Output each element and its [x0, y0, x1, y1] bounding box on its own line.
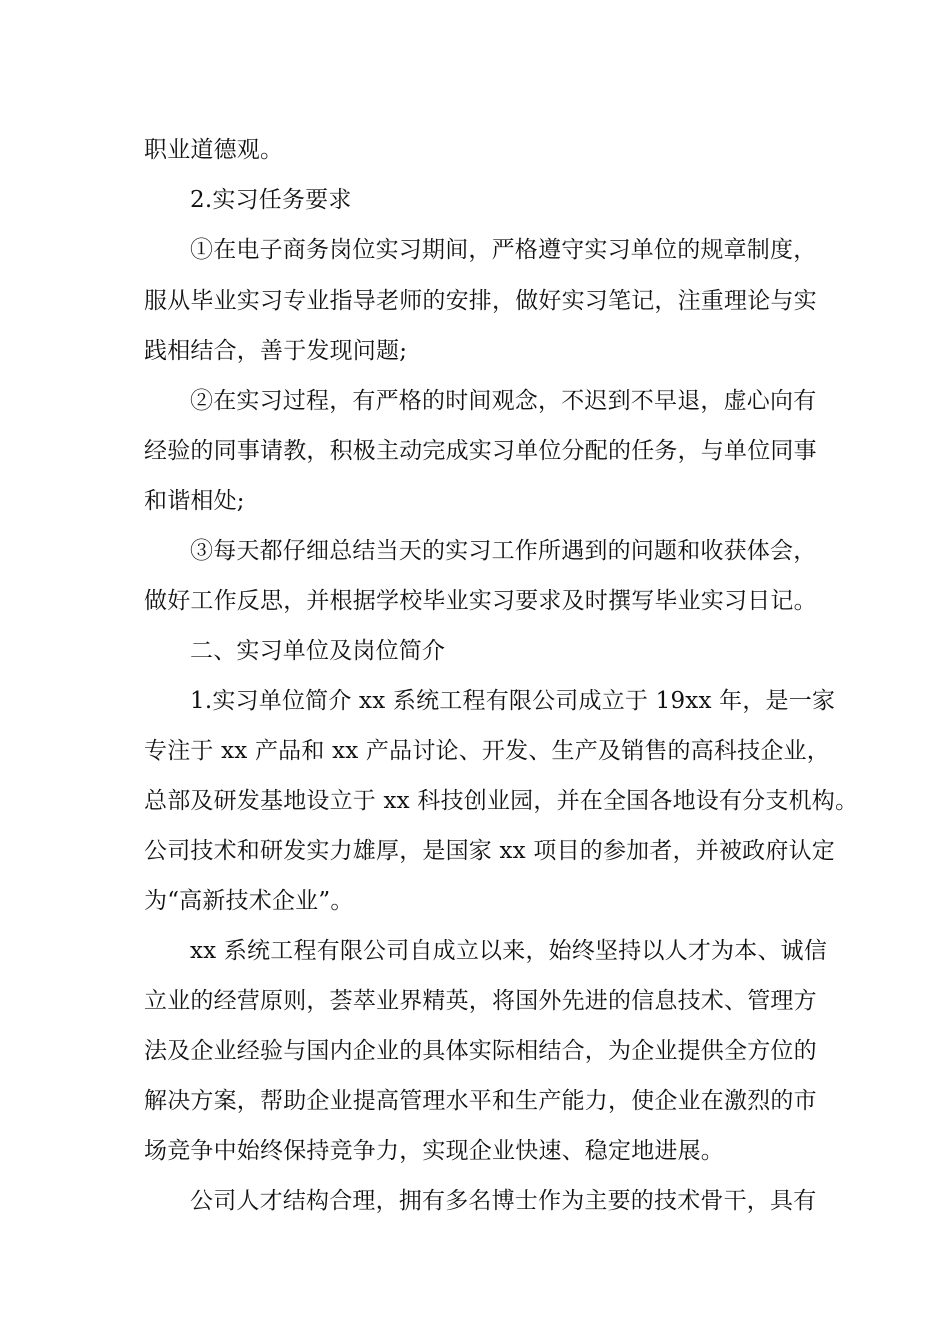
text-line: 立业的经营原则，荟萃业界精英，将国外先进的信息技术、管理方 — [144, 988, 817, 1014]
text-line: 解决方案，帮助企业提高管理水平和生产能力，使企业在激烈的市 — [144, 1088, 817, 1114]
section-heading: 二、实习单位及岗位简介 — [190, 638, 446, 664]
text-line: 服从毕业实习专业指导老师的安排，做好实习笔记，注重理论与实 — [144, 288, 817, 314]
text-line: 和谐相处; — [144, 488, 245, 514]
text-line: 场竞争中始终保持竞争力，实现企业快速、稳定地进展。 — [144, 1138, 724, 1164]
text-line: xx 系统工程有限公司自成立以来，始终坚持以人才为本、诚信 — [190, 938, 828, 964]
text-line: ③每天都仔细总结当天的实习工作所遇到的问题和收获体会， — [190, 538, 817, 564]
text-line: 职业道德观。 — [144, 137, 284, 163]
text-line: 践相结合，善于发现问题; — [144, 338, 408, 364]
text-line: 总部及研发基地设立于 xx 科技创业园，并在全国各地设有分支机构。 — [144, 788, 859, 814]
text-line: 1.实习单位简介 xx 系统工程有限公司成立于 19xx 年，是一家 — [190, 688, 836, 714]
text-line: 专注于 xx 产品和 xx 产品讨论、开发、生产及销售的高科技企业， — [144, 738, 830, 764]
text-line: ①在电子商务岗位实习期间，严格遵守实习单位的规章制度， — [190, 237, 817, 263]
text-line: 公司人才结构合理，拥有多名博士作为主要的技术骨干，具有 — [190, 1188, 817, 1214]
text-line: 为“高新技术企业”。 — [144, 888, 354, 914]
text-line: 经验的同事请教，积极主动完成实习单位分配的任务，与单位同事 — [144, 438, 817, 464]
text-line: ②在实习过程，有严格的时间观念，不迟到不早退，虚心向有 — [190, 388, 817, 414]
section-heading: 2.实习任务要求 — [190, 187, 352, 213]
text-line: 做好工作反思，并根据学校毕业实习要求及时撰写毕业实习日记。 — [144, 588, 817, 614]
text-line: 公司技术和研发实力雄厚，是国家 xx 项目的参加者，并被政府认定 — [144, 838, 835, 864]
text-line: 法及企业经验与国内企业的具体实际相结合，为企业提供全方位的 — [144, 1038, 817, 1064]
